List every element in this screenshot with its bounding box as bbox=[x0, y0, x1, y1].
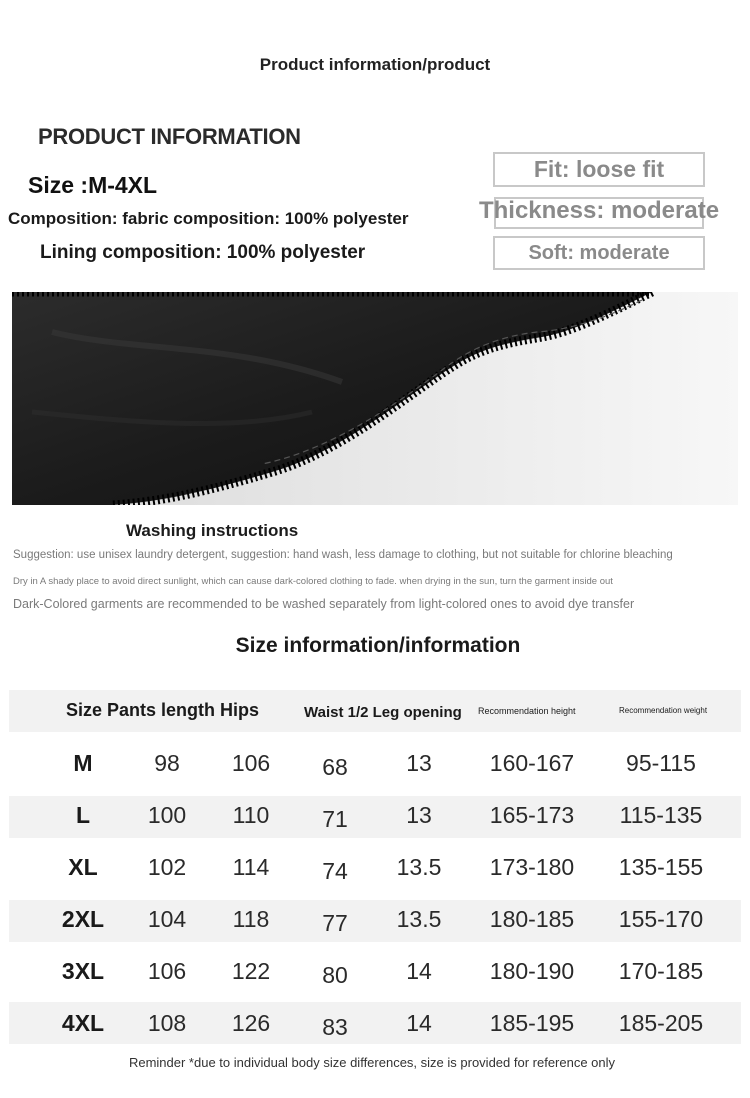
leg-opening-cell: 13.5 bbox=[396, 854, 442, 880]
header-recommendation-height: Recommendation height bbox=[478, 706, 576, 716]
size-reminder-note: Reminder *due to individual body size differences, size is provided for reference only bbox=[128, 1055, 616, 1070]
lining-composition: Lining composition: 100% polyester bbox=[40, 242, 366, 263]
height-cell: 180-185 bbox=[489, 906, 575, 932]
leg-opening-cell: 13 bbox=[406, 750, 432, 776]
weight-cell: 95-115 bbox=[626, 750, 696, 776]
size-information-heading: Size information/information bbox=[235, 634, 521, 657]
hips-cell: 110 bbox=[232, 802, 270, 828]
height-cell: 160-167 bbox=[489, 750, 575, 776]
washing-instructions-heading: Washing instructions bbox=[126, 521, 299, 540]
hips-cell: 126 bbox=[231, 1010, 271, 1036]
size-cell: 3XL bbox=[61, 958, 105, 984]
height-cell: 185-195 bbox=[489, 1010, 575, 1036]
fit-attribute: Fit: loose fit bbox=[493, 152, 705, 187]
washing-instruction: Suggestion: use unisex laundry detergent, suggestion: hand wash, less damage to clothing, but not suitable for chlorine bleaching bbox=[13, 549, 673, 561]
weight-cell: 155-170 bbox=[618, 906, 704, 932]
pants-length-cell: 102 bbox=[147, 854, 187, 880]
table-row bbox=[9, 950, 741, 992]
table-row bbox=[9, 796, 741, 838]
waist-cell: 80 bbox=[322, 962, 348, 988]
pants-length-cell: 104 bbox=[147, 906, 187, 932]
height-cell: 165-173 bbox=[489, 802, 575, 828]
waist-cell: 68 bbox=[322, 754, 348, 780]
size-range: Size :M-4XL bbox=[28, 172, 158, 198]
leg-opening-cell: 13 bbox=[406, 802, 432, 828]
waist-cell: 77 bbox=[322, 910, 348, 936]
table-row bbox=[9, 846, 741, 888]
leg-opening-cell: 14 bbox=[406, 958, 432, 984]
softness-attribute: Soft: moderate bbox=[493, 236, 705, 270]
washing-instruction: Dark-Colored garments are recommended to be washed separately from light-colored ones to avoid dye transfer bbox=[13, 597, 635, 611]
table-row bbox=[9, 900, 741, 942]
size-cell: L bbox=[75, 802, 91, 828]
hips-cell: 122 bbox=[231, 958, 271, 984]
weight-cell: 185-205 bbox=[618, 1010, 704, 1036]
waist-cell: 71 bbox=[322, 806, 348, 832]
height-cell: 180-190 bbox=[489, 958, 575, 984]
pants-length-cell: 98 bbox=[154, 750, 180, 776]
pants-length-cell: 100 bbox=[147, 802, 187, 828]
thickness-attribute: Thickness: moderate bbox=[478, 197, 720, 224]
waist-cell: 83 bbox=[322, 1014, 348, 1040]
header-recommendation-weight: Recommendation weight bbox=[619, 706, 708, 715]
size-cell: 2XL bbox=[61, 906, 105, 932]
leg-opening-cell: 14 bbox=[406, 1010, 432, 1036]
size-cell: M bbox=[73, 750, 93, 776]
table-row bbox=[9, 742, 741, 784]
waist-cell: 74 bbox=[322, 858, 348, 884]
hips-cell: 106 bbox=[231, 750, 271, 776]
pants-length-cell: 106 bbox=[147, 958, 187, 984]
washing-instruction: Dry in A shady place to avoid direct sunlight, which can cause dark-colored clothing to fade. when drying in the sun, turn the garment inside out bbox=[13, 576, 613, 587]
fabric-closeup-image bbox=[12, 292, 738, 505]
table-row bbox=[9, 1002, 741, 1044]
size-cell: XL bbox=[68, 854, 98, 880]
page-title: Product information/product bbox=[259, 55, 491, 74]
height-cell: 173-180 bbox=[489, 854, 575, 880]
leg-opening-cell: 13.5 bbox=[396, 906, 442, 932]
product-information-heading: PRODUCT INFORMATION bbox=[38, 124, 301, 149]
header-size-length-hips: Size Pants length Hips bbox=[66, 700, 260, 720]
pants-length-cell: 108 bbox=[147, 1010, 187, 1036]
hips-cell: 114 bbox=[232, 854, 270, 880]
fabric-composition: Composition: fabric composition: 100% polyester bbox=[8, 209, 409, 228]
weight-cell: 115-135 bbox=[619, 802, 703, 828]
size-cell: 4XL bbox=[61, 1010, 105, 1036]
header-waist-leg-opening: Waist 1/2 Leg opening bbox=[304, 704, 462, 721]
weight-cell: 135-155 bbox=[618, 854, 704, 880]
hips-cell: 118 bbox=[232, 906, 270, 932]
size-table-header-row bbox=[9, 690, 741, 732]
weight-cell: 170-185 bbox=[618, 958, 704, 984]
